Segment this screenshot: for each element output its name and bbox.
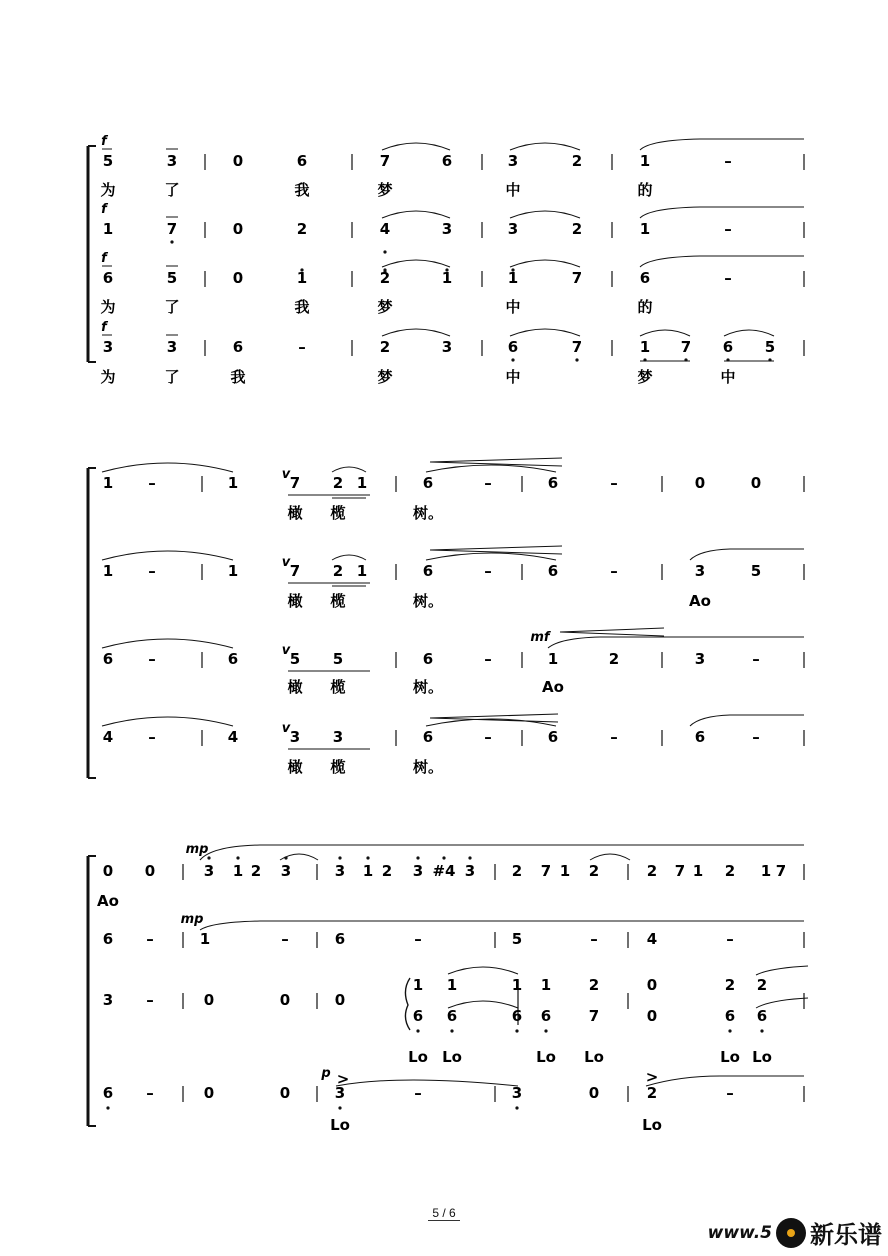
note: 5 bbox=[750, 562, 762, 580]
note: 1 bbox=[760, 862, 772, 880]
note: 0 bbox=[750, 474, 762, 492]
dynamic-mark: f bbox=[101, 202, 107, 217]
note-lower: 6 bbox=[511, 1007, 523, 1025]
lyric: Lo bbox=[584, 1048, 604, 1066]
note: 0 bbox=[588, 1084, 600, 1102]
accent: > bbox=[336, 1070, 350, 1088]
note: 3 bbox=[694, 562, 706, 580]
note: 3 bbox=[511, 1084, 523, 1102]
note: 3 bbox=[332, 728, 344, 746]
note: 4 bbox=[227, 728, 239, 746]
lyric: 为 bbox=[100, 298, 116, 316]
record-disc-icon bbox=[776, 1218, 806, 1248]
note: 3 bbox=[507, 220, 519, 238]
note: 6 bbox=[507, 338, 519, 356]
note: 6 bbox=[334, 930, 346, 948]
note-upper: 2 bbox=[588, 976, 600, 994]
lyric: 中 bbox=[505, 181, 521, 199]
note: 3 bbox=[441, 338, 453, 356]
note: – bbox=[414, 930, 422, 948]
note: 2 bbox=[381, 862, 393, 880]
note: #4 bbox=[432, 862, 456, 880]
lyric: 的 bbox=[637, 181, 653, 199]
note: 4 bbox=[102, 728, 114, 746]
breath-mark: v bbox=[281, 643, 291, 658]
note: 5 bbox=[102, 152, 114, 170]
note: 1 bbox=[507, 269, 519, 287]
breath-mark: v bbox=[281, 467, 291, 482]
lyric: 了 bbox=[164, 181, 180, 199]
dynamic-mark: mp bbox=[180, 912, 204, 927]
note: 0 bbox=[232, 152, 244, 170]
note: 1 bbox=[639, 152, 651, 170]
lyric: 橄 bbox=[287, 758, 303, 776]
lyric: 榄 bbox=[330, 592, 346, 610]
note: 6 bbox=[547, 474, 559, 492]
lyric: Ao bbox=[97, 892, 119, 910]
dynamic-mark: f bbox=[101, 134, 107, 149]
lyric: Lo bbox=[408, 1048, 428, 1066]
note: 4 bbox=[646, 930, 658, 948]
note-lower: 6 bbox=[724, 1007, 736, 1025]
note: 2 bbox=[646, 862, 658, 880]
note: 2 bbox=[250, 862, 262, 880]
lyric: 了 bbox=[164, 298, 180, 316]
note: 6 bbox=[422, 728, 434, 746]
note: 6 bbox=[102, 650, 114, 668]
note: 1 bbox=[362, 862, 374, 880]
note: 2 bbox=[608, 650, 620, 668]
lyric: 为 bbox=[100, 181, 116, 199]
note-lower: 6 bbox=[446, 1007, 458, 1025]
watermark-logo bbox=[708, 1215, 882, 1250]
note: 3 bbox=[464, 862, 476, 880]
note: 3 bbox=[102, 338, 114, 356]
note: – bbox=[610, 562, 618, 580]
lyric: 榄 bbox=[330, 504, 346, 522]
note: 1 bbox=[559, 862, 571, 880]
note: 6 bbox=[422, 474, 434, 492]
note: 3 bbox=[334, 1084, 346, 1102]
note: 3 bbox=[507, 152, 519, 170]
note: – bbox=[484, 728, 492, 746]
lyric: 中 bbox=[505, 298, 521, 316]
note: 7 bbox=[571, 269, 583, 287]
note: 0 bbox=[232, 269, 244, 287]
note: 3 bbox=[166, 338, 178, 356]
lyric: Ao bbox=[542, 678, 564, 696]
note: 1 bbox=[199, 930, 211, 948]
watermark-brand: 新乐谱 bbox=[810, 1221, 882, 1249]
note: 1 bbox=[296, 269, 308, 287]
note: 6 bbox=[547, 562, 559, 580]
lyric: 中 bbox=[505, 368, 521, 386]
note: – bbox=[414, 1084, 422, 1102]
watermark-url: www.5 bbox=[707, 1222, 772, 1243]
note: 0 bbox=[694, 474, 706, 492]
note-lower: 6 bbox=[412, 1007, 424, 1025]
note: 1 bbox=[356, 474, 368, 492]
note: 5 bbox=[511, 930, 523, 948]
note: 6 bbox=[694, 728, 706, 746]
note-upper: 1 bbox=[540, 976, 552, 994]
lyric: 橄 bbox=[287, 678, 303, 696]
note: – bbox=[281, 930, 289, 948]
note: 2 bbox=[332, 474, 344, 492]
note: – bbox=[484, 562, 492, 580]
note: 1 bbox=[639, 220, 651, 238]
note: 1 bbox=[356, 562, 368, 580]
lyric: 我 bbox=[294, 298, 310, 316]
note: 6 bbox=[639, 269, 651, 287]
note: 3 bbox=[289, 728, 301, 746]
note: 0 bbox=[144, 862, 156, 880]
lyric: Lo bbox=[536, 1048, 556, 1066]
note: 1 bbox=[639, 338, 651, 356]
lyric: 梦 bbox=[377, 298, 393, 316]
lyric: Lo bbox=[442, 1048, 462, 1066]
note: 2 bbox=[588, 862, 600, 880]
note: 0 bbox=[279, 991, 291, 1009]
note: – bbox=[146, 930, 154, 948]
note: 6 bbox=[441, 152, 453, 170]
note: 6 bbox=[232, 338, 244, 356]
note: 3 bbox=[280, 862, 292, 880]
note: – bbox=[298, 338, 306, 356]
lyric: 为 bbox=[100, 368, 116, 386]
note: – bbox=[752, 728, 760, 746]
page-number: 5 / 6 bbox=[0, 1206, 888, 1220]
rest: 0 bbox=[646, 1007, 658, 1025]
lyric: Ao bbox=[689, 592, 711, 610]
note: 4 bbox=[379, 220, 391, 238]
note: 5 bbox=[166, 269, 178, 287]
note: 1 bbox=[227, 474, 239, 492]
note: 2 bbox=[571, 220, 583, 238]
dynamic-mark: f bbox=[101, 320, 107, 335]
dynamic-mark: mf bbox=[530, 630, 550, 645]
note: – bbox=[726, 930, 734, 948]
note: 1 bbox=[102, 474, 114, 492]
lyric: 梦 bbox=[377, 181, 393, 199]
note: 2 bbox=[646, 1084, 658, 1102]
note: 0 bbox=[102, 862, 114, 880]
note: 7 bbox=[540, 862, 552, 880]
note: 5 bbox=[764, 338, 776, 356]
accent: > bbox=[645, 1068, 659, 1086]
lyric: 了 bbox=[164, 368, 180, 386]
lyric: 榄 bbox=[330, 678, 346, 696]
note: – bbox=[724, 152, 732, 170]
note: 6 bbox=[547, 728, 559, 746]
lyric: 树。 bbox=[412, 592, 444, 610]
lyric: 树。 bbox=[412, 678, 444, 696]
note: – bbox=[146, 1084, 154, 1102]
note: – bbox=[590, 930, 598, 948]
note: 3 bbox=[334, 862, 346, 880]
lyric: 橄 bbox=[287, 592, 303, 610]
note-lower: 6 bbox=[756, 1007, 768, 1025]
note: – bbox=[610, 728, 618, 746]
note: 1 bbox=[227, 562, 239, 580]
note: 7 bbox=[289, 562, 301, 580]
note: 3 bbox=[694, 650, 706, 668]
note: 1 bbox=[232, 862, 244, 880]
note-upper: 1 bbox=[511, 976, 523, 994]
note: 6 bbox=[102, 269, 114, 287]
note: 1 bbox=[102, 220, 114, 238]
note: 7 bbox=[289, 474, 301, 492]
note-lower: 7 bbox=[588, 1007, 600, 1025]
lyric: 中 bbox=[720, 368, 736, 386]
note: 7 bbox=[674, 862, 686, 880]
lyric: 橄 bbox=[287, 504, 303, 522]
lyric: Lo bbox=[752, 1048, 772, 1066]
dynamic-mark: p bbox=[321, 1066, 331, 1081]
note: – bbox=[148, 474, 156, 492]
note: 7 bbox=[680, 338, 692, 356]
lyric: 树。 bbox=[412, 758, 444, 776]
note: – bbox=[724, 220, 732, 238]
rest: 0 bbox=[646, 976, 658, 994]
note: – bbox=[146, 991, 154, 1009]
note-lower: 6 bbox=[540, 1007, 552, 1025]
note: 6 bbox=[102, 930, 114, 948]
breath-mark: v bbox=[281, 555, 291, 570]
lyric: Lo bbox=[720, 1048, 740, 1066]
note: 0 bbox=[232, 220, 244, 238]
note: 2 bbox=[332, 562, 344, 580]
note: 2 bbox=[724, 862, 736, 880]
dynamic-mark: mp bbox=[185, 842, 209, 857]
note: 6 bbox=[722, 338, 734, 356]
note: – bbox=[752, 650, 760, 668]
note: 2 bbox=[379, 269, 391, 287]
note: 2 bbox=[379, 338, 391, 356]
note-upper: 2 bbox=[756, 976, 768, 994]
note: – bbox=[148, 562, 156, 580]
note: 0 bbox=[203, 991, 215, 1009]
note: – bbox=[148, 728, 156, 746]
note: 2 bbox=[511, 862, 523, 880]
dynamic-mark: f bbox=[101, 251, 107, 266]
note-upper: 2 bbox=[724, 976, 736, 994]
lyric: 榄 bbox=[330, 758, 346, 776]
note: 5 bbox=[289, 650, 301, 668]
breath-mark: v bbox=[281, 721, 291, 736]
note: 0 bbox=[203, 1084, 215, 1102]
lyric: 我 bbox=[230, 368, 246, 386]
note: 6 bbox=[227, 650, 239, 668]
note: – bbox=[484, 650, 492, 668]
lyric: 我 bbox=[294, 181, 310, 199]
note: 6 bbox=[102, 1084, 114, 1102]
note: 1 bbox=[547, 650, 559, 668]
note: – bbox=[484, 474, 492, 492]
note: – bbox=[610, 474, 618, 492]
lyric: 梦 bbox=[637, 368, 653, 386]
note: 6 bbox=[422, 650, 434, 668]
lyric: 的 bbox=[637, 298, 653, 316]
note-upper: 1 bbox=[412, 976, 424, 994]
note: 3 bbox=[203, 862, 215, 880]
note: 0 bbox=[334, 991, 346, 1009]
note: 7 bbox=[166, 220, 178, 238]
note: – bbox=[724, 269, 732, 287]
note: 5 bbox=[332, 650, 344, 668]
note: 0 bbox=[279, 1084, 291, 1102]
note: 1 bbox=[102, 562, 114, 580]
note: 3 bbox=[166, 152, 178, 170]
note: 2 bbox=[571, 152, 583, 170]
note: 3 bbox=[412, 862, 424, 880]
note: 2 bbox=[296, 220, 308, 238]
lyric: 梦 bbox=[377, 368, 393, 386]
note: 7 bbox=[571, 338, 583, 356]
note: 3 bbox=[102, 991, 114, 1009]
lyric: Lo bbox=[642, 1116, 662, 1134]
lyric: 树。 bbox=[412, 504, 444, 522]
note: 6 bbox=[296, 152, 308, 170]
note: – bbox=[726, 1084, 734, 1102]
note: 7 bbox=[775, 862, 787, 880]
note-upper: 1 bbox=[446, 976, 458, 994]
lyric: Lo bbox=[330, 1116, 350, 1134]
note: 1 bbox=[441, 269, 453, 287]
note: 3 bbox=[441, 220, 453, 238]
note: 7 bbox=[379, 152, 391, 170]
note: – bbox=[148, 650, 156, 668]
note: 6 bbox=[422, 562, 434, 580]
note: 1 bbox=[692, 862, 704, 880]
